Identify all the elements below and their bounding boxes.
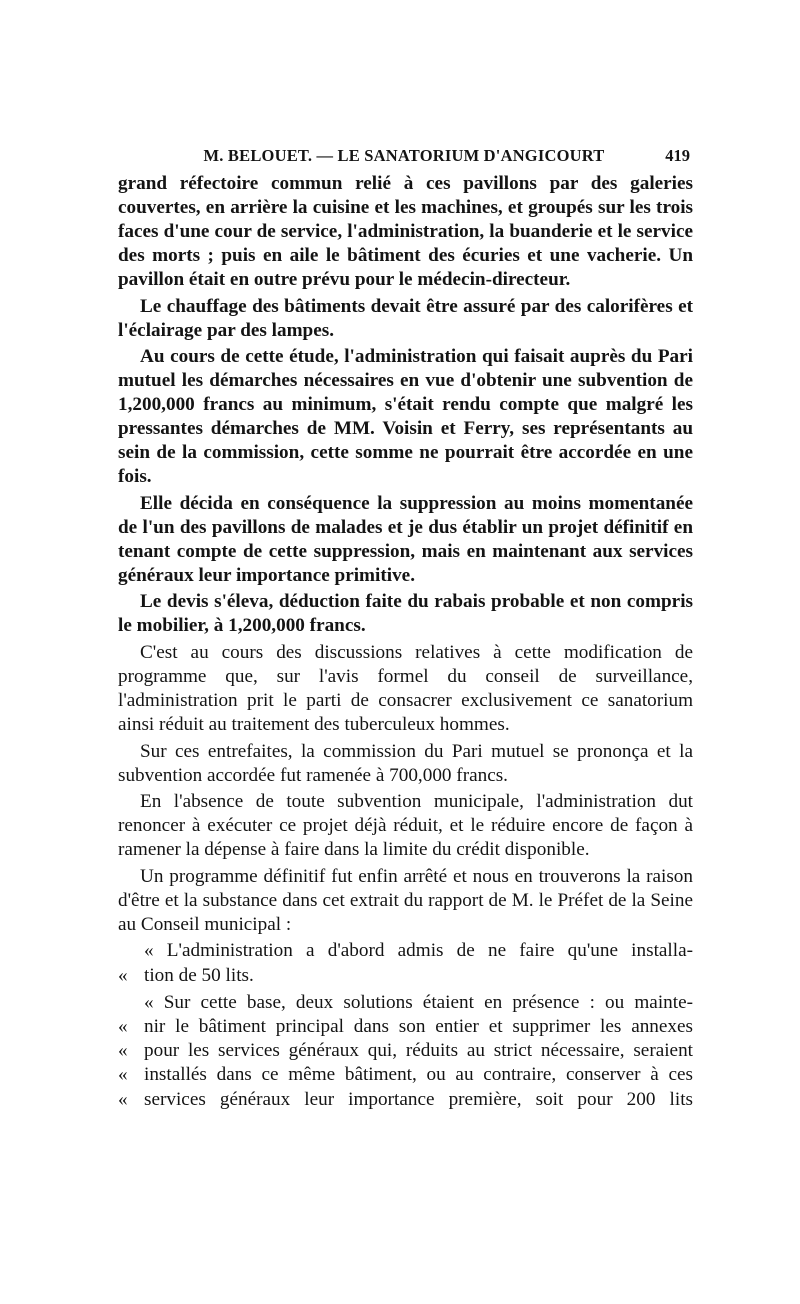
- quote-line: [118, 1063, 693, 1087]
- quote-line: [118, 939, 693, 963]
- running-header: [118, 146, 690, 168]
- quote-line: [118, 1088, 693, 1112]
- quote-text: « Sur cette base, deux solutions étaient en présence : ou mainte-: [144, 991, 693, 1013]
- quote-line: [118, 1015, 693, 1039]
- guillemet: «: [118, 1015, 128, 1037]
- quote-line: [118, 1039, 693, 1063]
- quote-text: nir le bâtiment principal dans son entier et supprimer les annexes: [144, 1015, 693, 1037]
- paragraph-7: Sur ces entrefaites, la commission du Pari mutuel se prononça et la subvention accordée fut ramenée à 700,000 francs.: [118, 740, 693, 786]
- body-text: [118, 172, 693, 1115]
- quote-line: [118, 991, 693, 1015]
- quote-text: installés dans ce même bâtiment, ou au contraire, conserver à ces: [144, 1064, 693, 1086]
- running-title: M. BELOUET. — LE SANATORIUM D'ANGICOURT: [203, 146, 605, 165]
- page-number: 419: [665, 146, 690, 165]
- paragraph-5: Le devis s'éleva, déduction faite du rabais probable et non compris le mobilier, à 1,200,000 francs.: [118, 591, 693, 637]
- paragraph-9: Un programme définitif fut enfin arrêté et nous en trouverons la raison d'être et la substance dans cet extrait du rapport de M. le Préfet de la Seine au Conseil municipal :: [118, 865, 693, 935]
- paragraph-4: Elle décida en conséquence la suppression au moins momentanée de l'un des pavillons de malades et je dus établir un projet définitif en tenant compte de cette suppression, mais en maintenant aux services généraux leur importance primitive.: [118, 492, 693, 586]
- quote-line: [118, 964, 693, 988]
- guillemet: «: [118, 1040, 128, 1062]
- quote-text: tion de 50 lits.: [144, 964, 254, 986]
- quote-text: pour les services généraux qui, réduits au strict nécessaire, seraient: [144, 1040, 693, 1062]
- guillemet: «: [118, 1088, 128, 1110]
- paragraph-2: Le chauffage des bâtiments devait être assuré par des calorifères et l'éclairage par des lampes.: [118, 295, 693, 341]
- paragraph-8: En l'absence de toute subvention municipale, l'administration dut renoncer à exécuter ce projet déjà réduit, et le réduire encore de façon à ramener la dépense à faire dans la limite du crédit disponible.: [118, 791, 693, 861]
- quotation-2: [118, 991, 693, 1112]
- guillemet: «: [118, 964, 128, 986]
- paragraph-6: C'est au cours des discussions relatives à cette modification de programme que, sur l'avis formel du conseil de surveillance, l'administration prit le parti de consacrer exclusivement ce sanatorium ainsi réduit au traitement des tuberculeux hommes.: [118, 641, 693, 735]
- guillemet: «: [118, 1064, 128, 1086]
- quote-text: « L'administration a d'abord admis de ne faire qu'une installa-: [144, 940, 693, 962]
- quotation-1: [118, 939, 693, 987]
- quote-text: services généraux leur importance première, soit pour 200 lits: [144, 1088, 693, 1110]
- paragraph-1: grand réfectoire commun relié à ces pavillons par des galeries couvertes, en arrière la cuisine et les machines, et groupés sur les trois faces d'une cour de service, l'administration, la buanderie et le service des morts ; puis en aile le bâtiment des écuries et une vacherie. Un pavillon était en outre prévu pour le médecin-directeur.: [118, 173, 693, 290]
- paragraph-3: Au cours de cette étude, l'administration qui faisait auprès du Pari mutuel les démarches nécessaires en vue d'obtenir une subvention de 1,200,000 francs au minimum, s'était rendu compte que malgré les pressantes démarches de MM. Voisin et Ferry, ses représentants au sein de la commission, cette somme ne pourrait être accordée en une fois.: [118, 346, 693, 488]
